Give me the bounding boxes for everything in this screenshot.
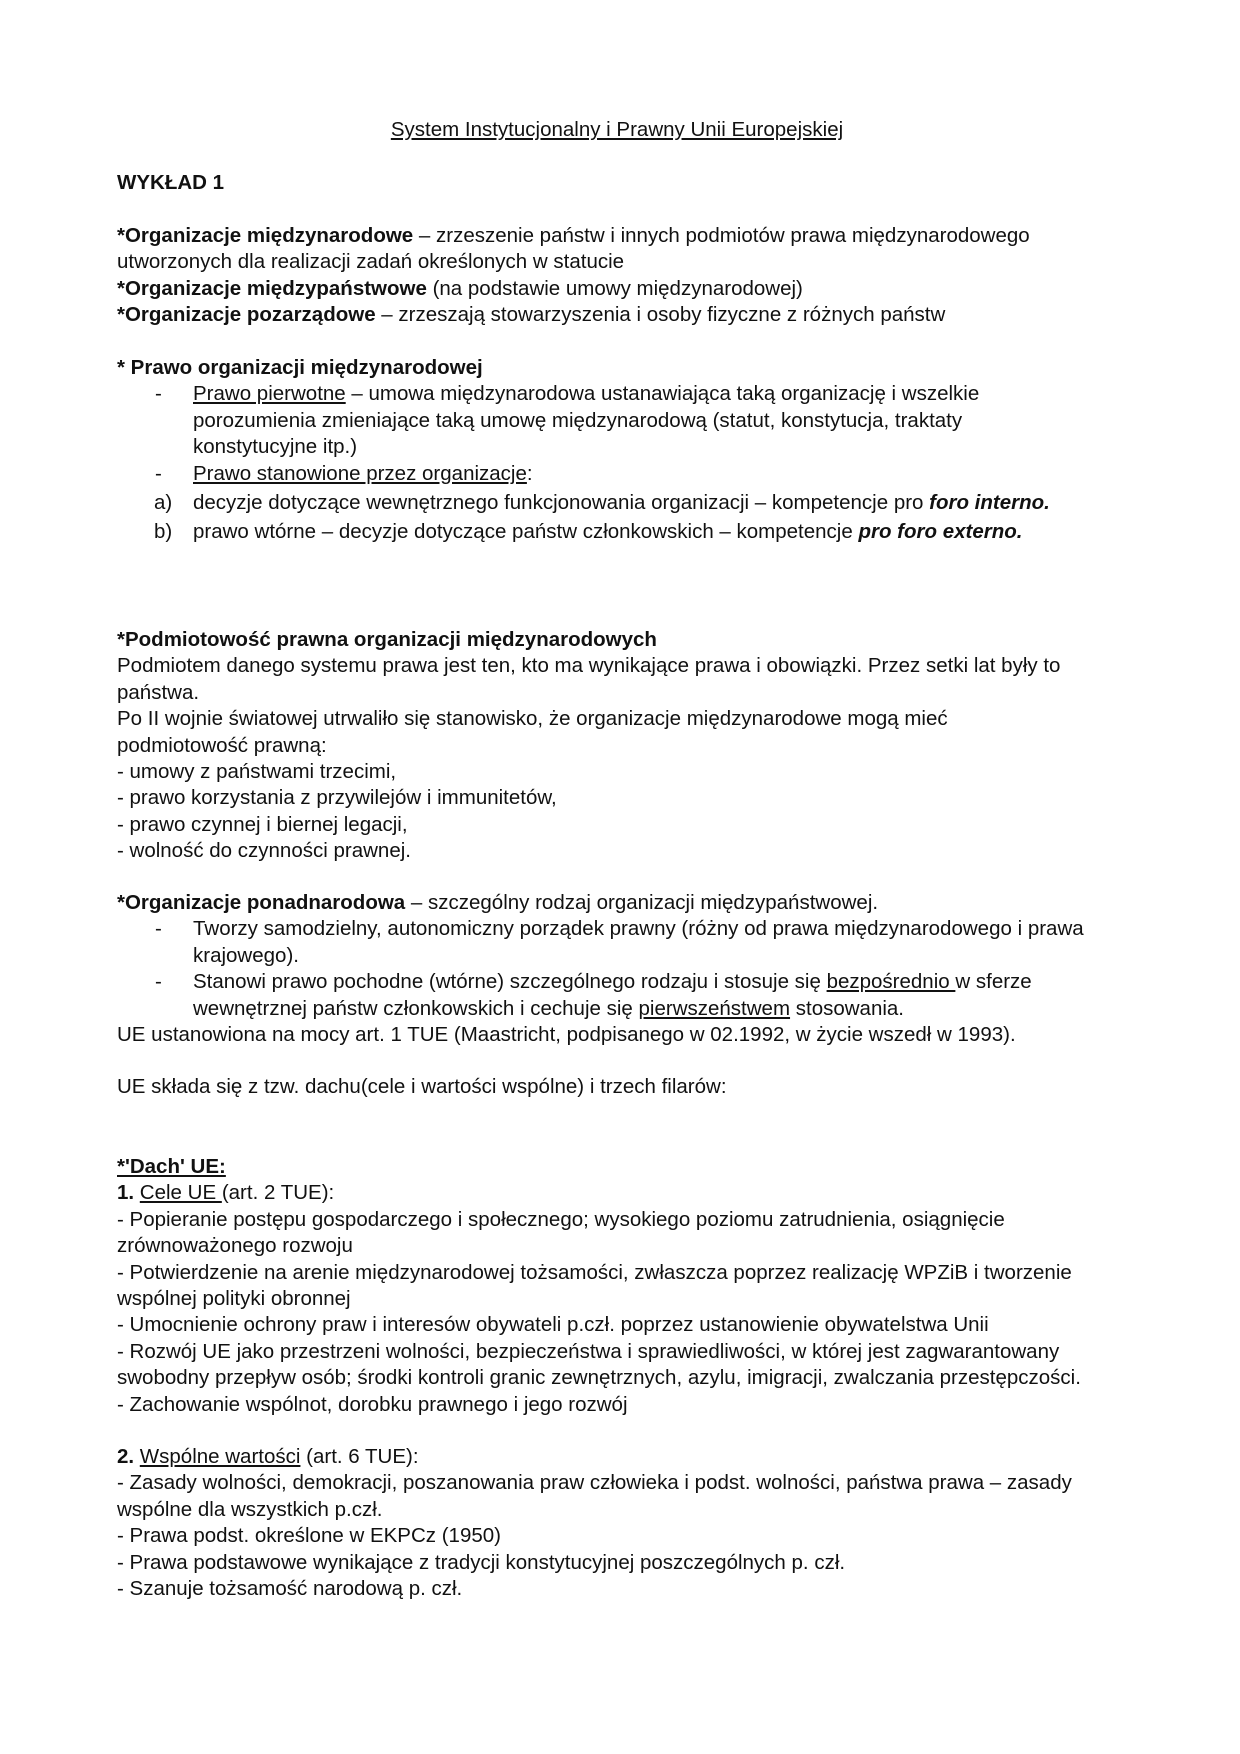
list-item-b: b) prawo wtórne – decyzje dotyczące państw członkowskich – kompetencje pro foro externo.: [117, 519, 1127, 545]
list-letter: b): [154, 520, 173, 544]
list-item: - prawo korzystania z przywilejów i immunitetów,: [117, 786, 557, 810]
list-item: - Potwierdzenie na arenie międzynarodowej tożsamości, zwłaszcza poprzez realizację WPZiB i tworzenie wspólnej polityki obronnej: [117, 1260, 1072, 1311]
list-item: - Popieranie postępu gospodarczego i społecznego; wysokiego poziomu zatrudnienia, osiągnięcie zrównoważonego rozwoju: [117, 1207, 1005, 1258]
list-dash: -: [155, 970, 162, 994]
list-item: - Zasady wolności, demokracji, poszanowania praw człowieka i podst. wolności, państwa prawa – zasady wspólne dla wszystkich p.czł.: [117, 1471, 1072, 1521]
definition-interstate-org: *Organizacje międzypaństwowe (na podstawie umowy międzynarodowej): [117, 276, 803, 300]
definition-intl-org: *Organizacje międzynarodowe – zrzeszenie państw i innych podmiotów prawa międzynarodowego utworzonych dla realizacji zadań określonych w statucie: [117, 224, 1030, 274]
list-item-derived-law: - Stanowi prawo pochodne (wtórne) szczególnego rodzaju i stosuje się bezpośrednio w sferze wewnętrznej państw członkowskich i cechuje się pierwszeństwem stosowania.: [155, 970, 1032, 1020]
list-item: - prawo czynnej i biernej legacji,: [117, 812, 408, 836]
list-item: - Prawa podstawowe wynikające z tradycji konstytucyjnej poszczególnych p. czł.: [117, 1550, 846, 1574]
ue-structure-paragraph: UE składa się z tzw. dachu(cele i wartości wspólne) i trzech filarów:: [117, 1075, 727, 1099]
personality-section: [117, 627, 1127, 865]
list-item: - Zachowanie wspólnot, dorobku prawnego i jego rozwój: [117, 1392, 628, 1416]
list-item: - Umocnienie ochrony praw i interesów obywateli p.czł. poprzez ustanowienie obywatelstwa Unii: [117, 1313, 989, 1337]
list-item: - Prawa podst. określone w EKPCz (1950): [117, 1524, 501, 1548]
list-dash: -: [155, 382, 162, 406]
list-item-primary-law: - Prawo pierwotne – umowa międzynarodowa ustanawiająca taką organizację i wszelkie porozumienia zmieniające taką umowę międzynarodową (statut, konstytucja, traktaty konstytucyjne itp.): [155, 382, 980, 459]
list-item: - umowy z państwami trzecimi,: [117, 760, 397, 784]
law-section: [117, 355, 1127, 546]
supranational-definition: *Organizacje ponadnarodowa – szczególny rodzaj organizacji międzypaństwowej.: [117, 891, 879, 914]
definition-ngo: *Organizacje pozarządowe – zrzeszają stowarzyszenia i osoby fizyczne z różnych państw: [117, 303, 946, 327]
law-section-heading: * Prawo organizacji międzynarodowej: [117, 356, 483, 379]
list-item: - Rozwój UE jako przestrzeni wolności, bezpieczeństwa i sprawiedliwości, w której jest zagwarantowany swobodny przepływ osób; środki kontroli granic zewnętrznych, azylu, imigracji, zwalczania przestępczości.: [117, 1339, 1081, 1390]
list-item: - wolność do czynności prawnej.: [117, 839, 411, 863]
roof-section: [117, 1154, 1127, 1603]
list-item-enacted-law: - Prawo stanowione przez organizacje:: [117, 461, 1127, 487]
personality-heading: *Podmiotowość prawna organizacji międzynarodowych: [117, 628, 657, 651]
lecture-heading: WYKŁAD 1: [117, 171, 225, 194]
list-dash: -: [155, 461, 162, 485]
supranational-section: [117, 890, 1127, 1101]
goals-heading: 1. Cele UE (art. 2 TUE):: [117, 1181, 335, 1205]
list-letter: a): [154, 491, 173, 515]
personality-paragraph-2: Po II wojnie światowej utrwaliło się stanowisko, że organizacje międzynarodowe mogą mieć podmiotowość prawną:: [117, 707, 948, 757]
list-dash: -: [155, 917, 162, 941]
document-title: System Instytucjonalny i Prawny Unii Europejskiej: [390, 118, 844, 141]
values-heading: 2. Wspólne wartości (art. 6 TUE):: [117, 1445, 419, 1469]
ue-established-paragraph: UE ustanowiona na mocy art. 1 TUE (Maastricht, podpisanego w 02.1992, w życie wszedł w 1993).: [117, 1023, 1016, 1047]
list-item: - Szanuje tożsamość narodową p. czł.: [117, 1577, 463, 1601]
personality-paragraph-1: Podmiotem danego systemu prawa jest ten, kto ma wynikające prawa i obowiązki. Przez setki lat były to państwa.: [117, 654, 1061, 704]
list-item-a: a) decyzje dotyczące wewnętrznego funkcjonowania organizacji – kompetencje pro foro interno.: [117, 490, 1127, 516]
roof-heading: *'Dach' UE:: [117, 1155, 226, 1178]
list-item-autonomous-order: - Tworzy samodzielny, autonomiczny porządek prawny (różny od prawa międzynarodowego i prawa krajowego).: [155, 917, 1084, 967]
definitions-block: [117, 223, 1127, 329]
